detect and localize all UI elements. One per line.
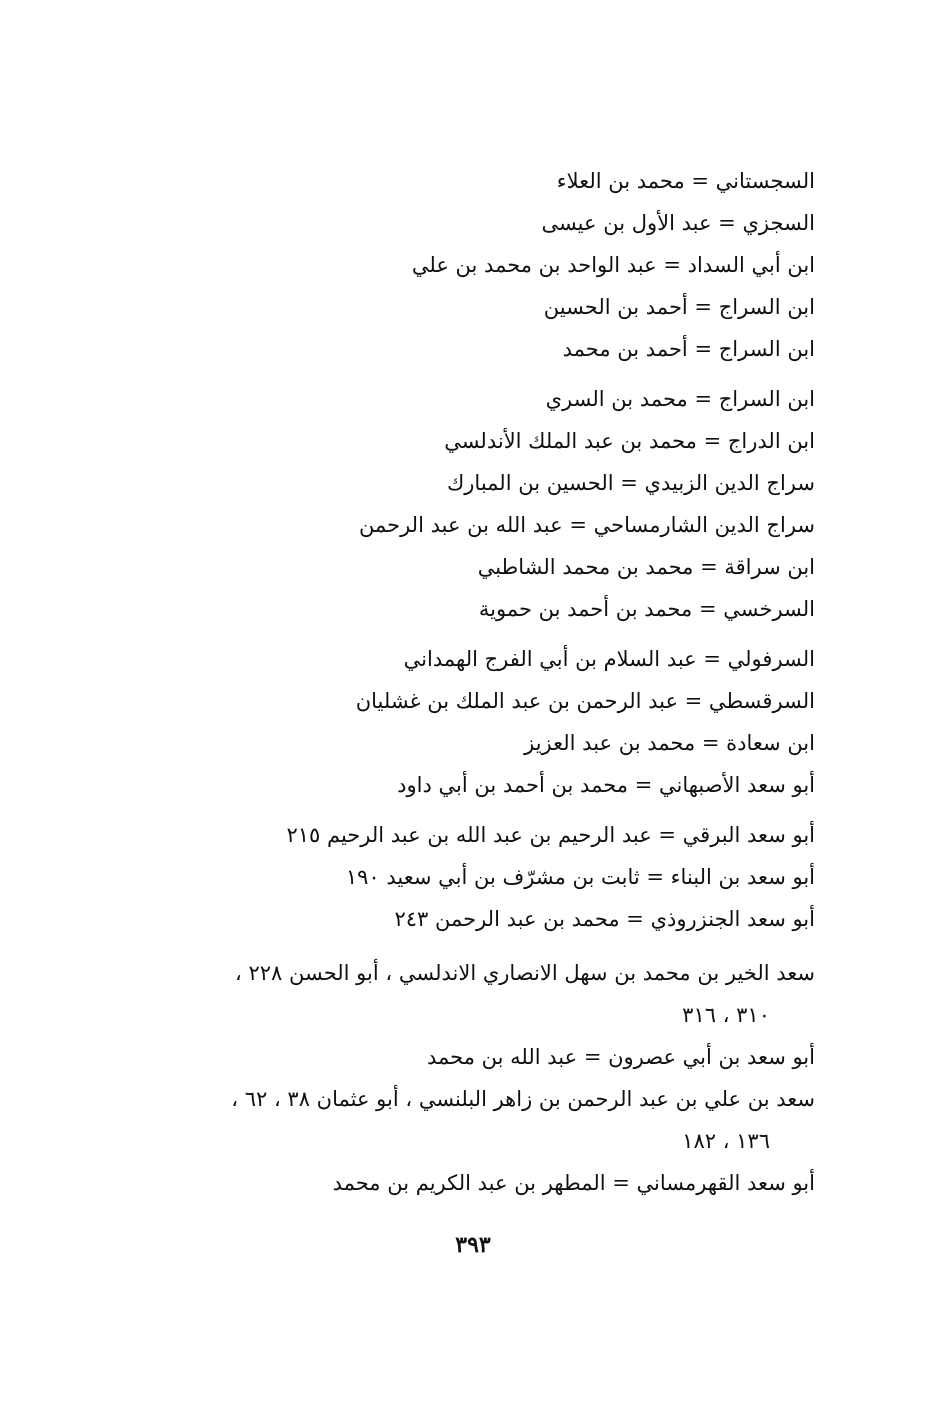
index-entry: سراج الدين الزبيدي = الحسين بن المبارك [446,471,815,495]
index-entry: ابن الدراج = محمد بن عبد الملك الأندلسي [444,429,815,453]
index-entry: أبو سعد الجنزروذي = محمد بن عبد الرحمن ٢٤٣ [394,907,815,931]
index-entry: أبو سعد القهرمساني = المطهر بن عبد الكريم بن محمد [332,1171,815,1195]
index-entry-continuation: ١٣٦ ، ١٨٢ [682,1129,770,1153]
index-entry: ابن سعادة = محمد بن عبد العزيز [524,731,815,755]
index-entry: ابن سراقة = محمد بن محمد الشاطبي [477,555,815,579]
index-entry: السرخسي = محمد بن أحمد بن حموية [478,597,815,621]
index-entry-continuation: ٣١٠ ، ٣١٦ [682,1003,770,1027]
index-entry: ابن السراج = أحمد بن الحسين [543,295,815,319]
index-entry: السرقسطي = عبد الرحمن بن عبد الملك بن غشليان [355,689,815,713]
index-entry: أبو سعد البرقي = عبد الرحيم بن عبد الله بن عبد الرحيم ٢١٥ [286,823,815,847]
index-entry: أبو سعد بن أبي عصرون = عبد الله بن محمد [427,1045,815,1069]
index-entry: سعد الخير بن محمد بن سهل الانصاري الاندلسي ، أبو الحسن ٢٢٨ ، [235,961,815,985]
index-entries [150,160,815,1204]
index-entry: السجزي = عبد الأول بن عيسى [541,211,815,235]
index-entry: السجستاني = محمد بن العلاء [556,169,815,193]
index-entry: السرفولي = عبد السلام بن أبي الفرج الهمداني [403,647,815,671]
index-entry: ابن السراج = أحمد بن محمد [562,337,815,361]
index-entry: سراج الدين الشارمساحي = عبد الله بن عبد الرحمن [358,513,815,537]
index-entry: أبو سعد بن البناء = ثابت بن مشرّف بن أبي سعيد ١٩٠ [345,865,815,889]
index-entry: ابن السراج = محمد بن السري [545,387,815,411]
index-entry: سعد بن علي بن عبد الرحمن بن زاهر البلنسي ، أبو عثمان ٣٨ ، ٦٢ ، [231,1087,815,1111]
index-entry: أبو سعد الأصبهاني = محمد بن أحمد بن أبي داود [397,773,815,797]
index-entry: ابن أبي السداد = عبد الواحد بن محمد بن علي [411,253,815,277]
page-number: ٣٩٣ [455,1232,491,1258]
